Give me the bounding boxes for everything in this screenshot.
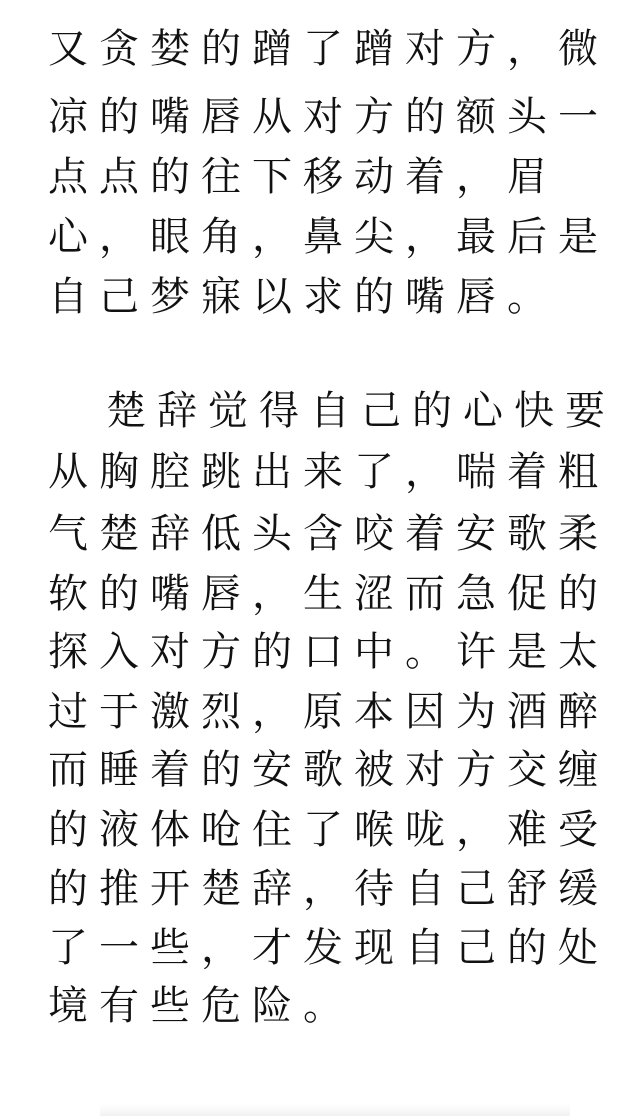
text-line: 探入对方的口中。许是太	[48, 629, 609, 675]
text-line: 自己梦寐以求的嘴唇。	[48, 274, 558, 320]
text-line: 点点的往下移动着，眉	[48, 154, 558, 200]
partial-top-line	[48, 0, 608, 18]
text-line: 软的嘴唇，生涩而急促的	[48, 571, 609, 617]
text-line: 而睡着的安歌被对方交缠	[48, 747, 609, 793]
text-line: 从胸腔跳出来了，喘着粗	[48, 449, 609, 495]
text-line: 凉的嘴唇从对方的额头一	[48, 94, 609, 140]
text-line: 气楚辞低头含咬着安歌柔	[48, 511, 609, 557]
text-line: 过于激烈，原本因为酒醉	[48, 689, 609, 735]
text-line: 心，眼角，鼻尖，最后是	[48, 214, 609, 260]
text-line: 的液体呛住了喉咙，难受	[48, 807, 609, 853]
text-line: 境有些危险。	[48, 983, 354, 1029]
text-line: 了一些，才发现自己的处	[48, 925, 609, 971]
text-line: 楚辞觉得自己的心快要	[106, 388, 616, 434]
partial-bottom-line	[48, 1085, 608, 1116]
text-line: 的推开楚辞，待自己舒缓	[48, 866, 609, 912]
text-line: 又贪婪的蹭了蹭对方，微	[48, 26, 609, 72]
